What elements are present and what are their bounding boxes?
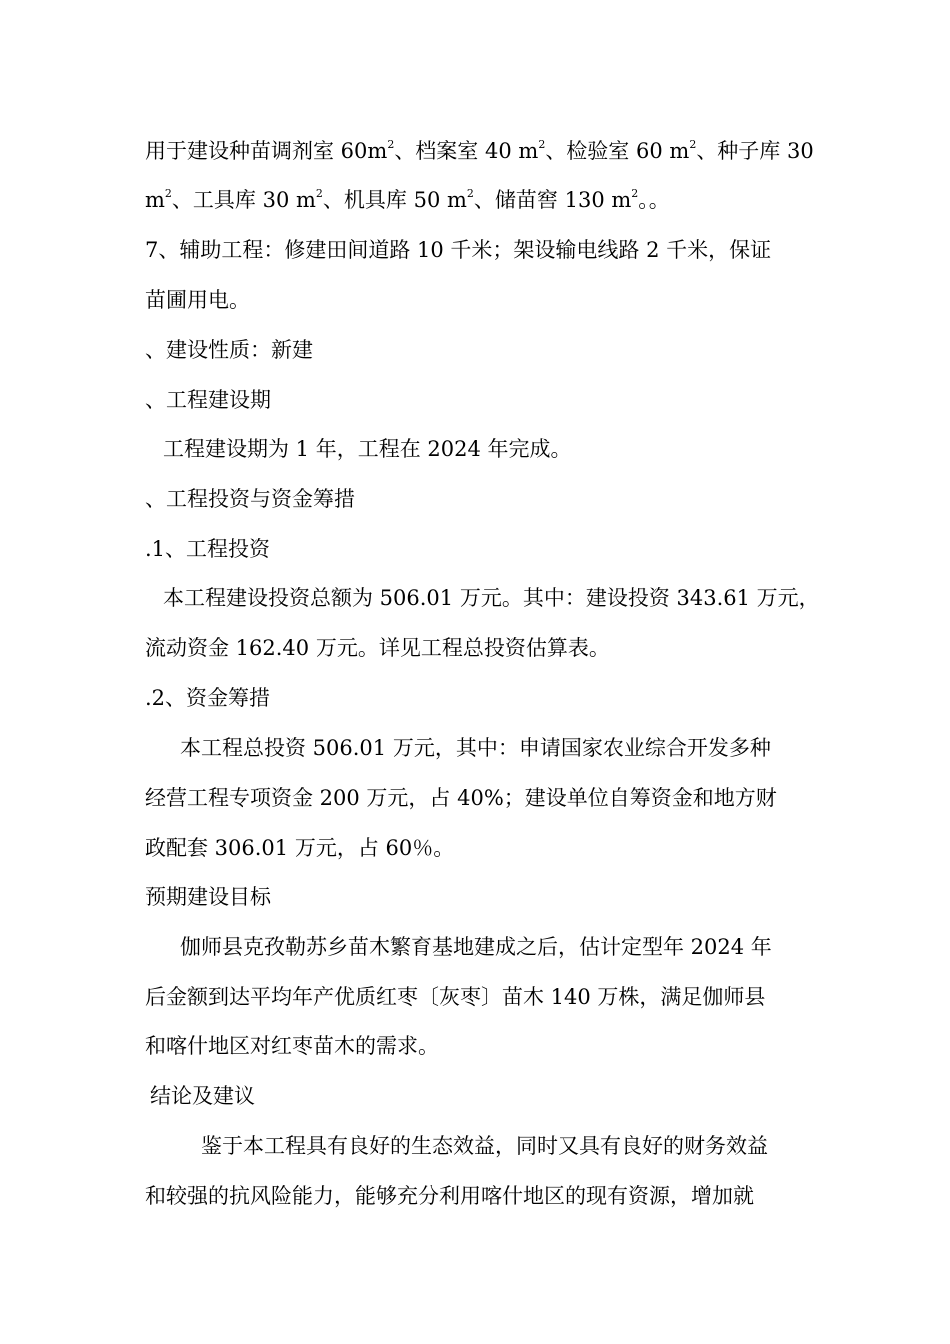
paragraph-line: 鉴于本工程具有良好的生态效益，同时又具有良好的财务效益: [201, 1134, 768, 1158]
section-heading: 、工程建设期: [145, 388, 271, 412]
paragraph-line: 和喀什地区对红枣苗木的需求。: [145, 1034, 439, 1058]
paragraph-line: 本工程建设投资总额为 506.01 万元。其中：建设投资 343.61 万元，: [163, 586, 820, 610]
paragraph-line: 苗圃用电。: [145, 288, 250, 312]
paragraph-line: 和较强的抗风险能力，能够充分利用喀什地区的现有资源，增加就: [145, 1184, 754, 1208]
paragraph-line: 工程建设期为 1 年，工程在 2024 年完成。: [163, 437, 572, 461]
paragraph-line: 经营工程专项资金 200 万元，占 40%；建设单位自筹资金和地方财: [145, 786, 777, 810]
paragraph-line: 用于建设种苗调剂室 $60m^2$、档案室 40 $m^2$、检验室 60 $m^2$、种子库 30: [145, 138, 814, 163]
section-heading: 结论及建议: [150, 1084, 255, 1108]
paragraph-line: $m^2$、工具库 30 $m^2$、机具库 50 $m^2$、储苗窖 130 $m^2$。。: [145, 187, 670, 212]
paragraph-line: 流动资金 162.40 万元。详见工程总投资估算表。: [145, 636, 610, 660]
paragraph-line: 7、辅助工程：修建田间道路 10 千米；架设输电线路 2 千米，保证: [145, 238, 772, 262]
paragraph-line: 伽师县克孜勒苏乡苗木繁育基地建成之后，估计定型年 2024 年: [180, 935, 772, 959]
subsection-heading: .1、工程投资: [145, 537, 271, 561]
section-heading: 、建设性质：新建: [145, 338, 313, 362]
subsection-heading: .2、资金筹措: [145, 686, 271, 710]
paragraph-line: 后金额到达平均年产优质红枣〔灰枣〕苗木 140 万株，满足伽师县: [145, 985, 766, 1009]
paragraph-line: 本工程总投资 506.01 万元，其中：申请国家农业综合开发多种: [180, 736, 771, 760]
section-heading: 、工程投资与资金筹措: [145, 487, 355, 511]
paragraph-line: 政配套 306.01 万元，占 60％。: [145, 836, 455, 860]
section-heading: 预期建设目标: [145, 885, 271, 909]
